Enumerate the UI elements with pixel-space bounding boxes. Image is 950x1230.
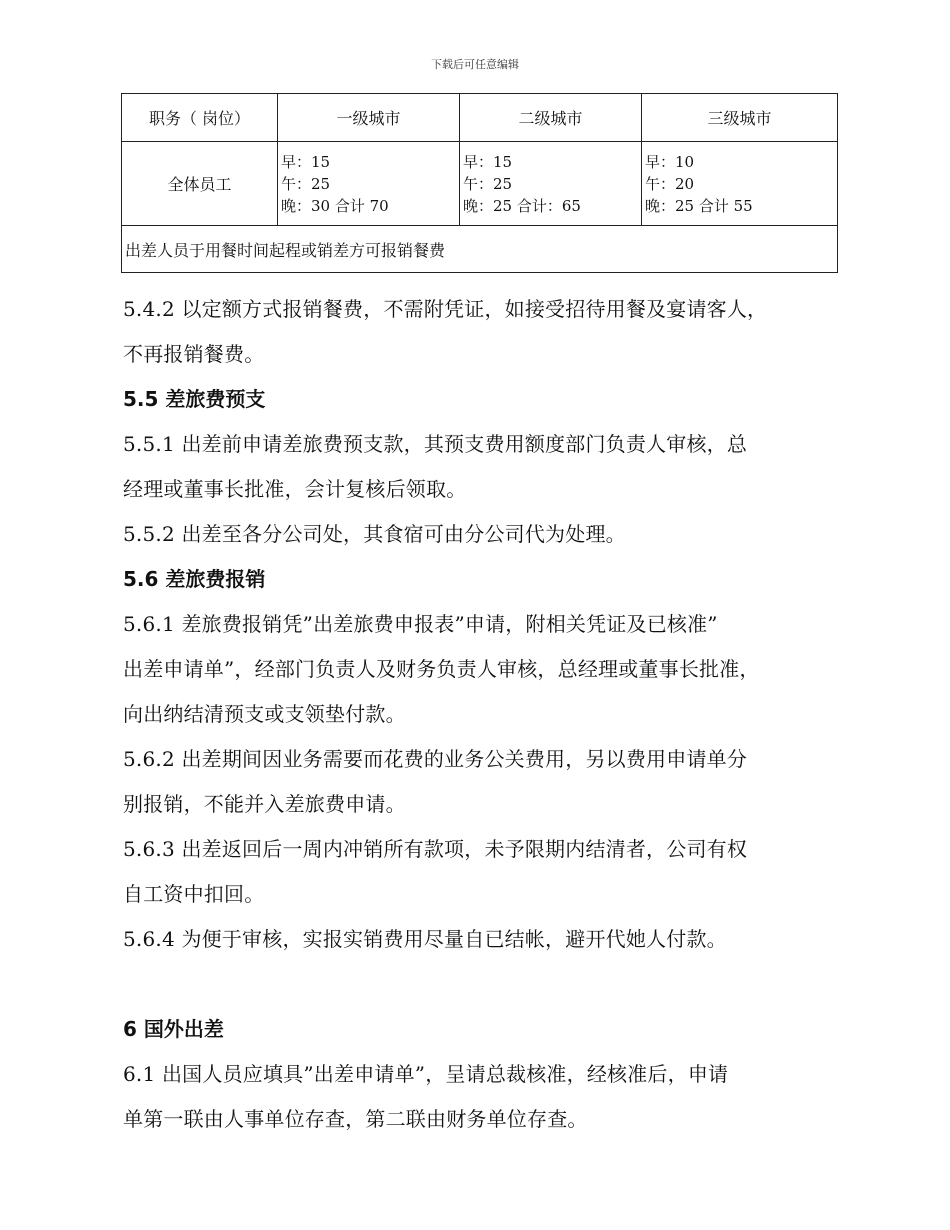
section-heading: 5.5 差旅费预支 bbox=[123, 387, 266, 411]
tier1-lunch: 午：25 bbox=[281, 174, 331, 193]
tier2-lunch: 午：25 bbox=[463, 174, 513, 193]
paragraph-line: 出差申请单”，经部门负责人及财务负责人审核，总经理或董事长批准， bbox=[123, 657, 760, 681]
tier1-dinner-total: 晚：30 合计 70 bbox=[281, 196, 389, 215]
paragraph-line: 5.6.3 出差返回后一周内冲销所有款项，未予限期内结清者，公司有权 bbox=[123, 837, 748, 861]
paragraph-line: 5.6.2 出差期间因业务需要而花费的业务公关费用，另以费用申请单分 bbox=[123, 747, 748, 771]
page-header: 下载后可任意编辑 bbox=[431, 58, 519, 71]
column-header-tier3: 三级城市 bbox=[642, 94, 838, 142]
paragraph-line: 向出纳结清预支或支领垫付款。 bbox=[123, 702, 406, 726]
paragraph-line: 5.6.4 为便于审核，实报实销费用尽量自已结帐，避开代她人付款。 bbox=[123, 927, 727, 951]
paragraph-line: 6.1 出国人员应填具”出差申请单”，呈请总裁核准，经核准后，申请 bbox=[123, 1062, 729, 1086]
column-header-tier2: 二级城市 bbox=[460, 94, 642, 142]
tier2-breakfast: 早：15 bbox=[463, 152, 513, 171]
paragraph-line: 5.6.1 差旅费报销凭”出差旅费申报表”申请，附相关凭证及已核准” bbox=[123, 612, 718, 636]
row-label: 全体员工 bbox=[122, 142, 278, 226]
paragraph-line: 别报销，不能并入差旅费申请。 bbox=[123, 792, 406, 816]
table-row bbox=[122, 142, 838, 226]
tier2-meals bbox=[460, 142, 642, 226]
document-body bbox=[123, 287, 843, 1142]
paragraph-line: 5.4.2 以定额方式报销餐费，不需附凭证，如接受招待用餐及宴请客人， bbox=[123, 297, 768, 321]
table-header-row bbox=[122, 94, 838, 142]
paragraph-line: 单第一联由人事单位存查，第二联由财务单位存查。 bbox=[123, 1107, 588, 1131]
tier1-breakfast: 早：15 bbox=[281, 152, 331, 171]
paragraph-line: 经理或董事长批准，会计复核后领取。 bbox=[123, 477, 467, 501]
meal-allowance-table bbox=[121, 93, 838, 273]
tier2-dinner-total: 晚：25 合计：65 bbox=[463, 196, 581, 215]
section-heading: 5.6 差旅费报销 bbox=[123, 567, 266, 591]
paragraph-line: 5.5.2 出差至各分公司处，其食宿可由分公司代为处理。 bbox=[123, 522, 626, 546]
paragraph-line: 自工资中扣回。 bbox=[123, 882, 265, 906]
table-note: 出差人员于用餐时间起程或销差方可报销餐费 bbox=[122, 226, 838, 273]
paragraph-line: 5.5.1 出差前申请差旅费预支款，其预支费用额度部门负责人审核，总 bbox=[123, 432, 748, 456]
tier3-breakfast: 早：10 bbox=[645, 152, 695, 171]
tier3-dinner-total: 晚：25 合计 55 bbox=[645, 196, 753, 215]
column-header-tier1: 一级城市 bbox=[278, 94, 460, 142]
section-heading: 6 国外出差 bbox=[123, 1017, 224, 1041]
blank-line bbox=[123, 962, 843, 1007]
tier3-lunch: 午：20 bbox=[645, 174, 695, 193]
paragraph-line: 不再报销餐费。 bbox=[123, 342, 265, 366]
tier1-meals bbox=[278, 142, 460, 226]
table-note-row bbox=[122, 226, 838, 273]
tier3-meals bbox=[642, 142, 838, 226]
column-header-position: 职务（ 岗位） bbox=[122, 94, 278, 142]
